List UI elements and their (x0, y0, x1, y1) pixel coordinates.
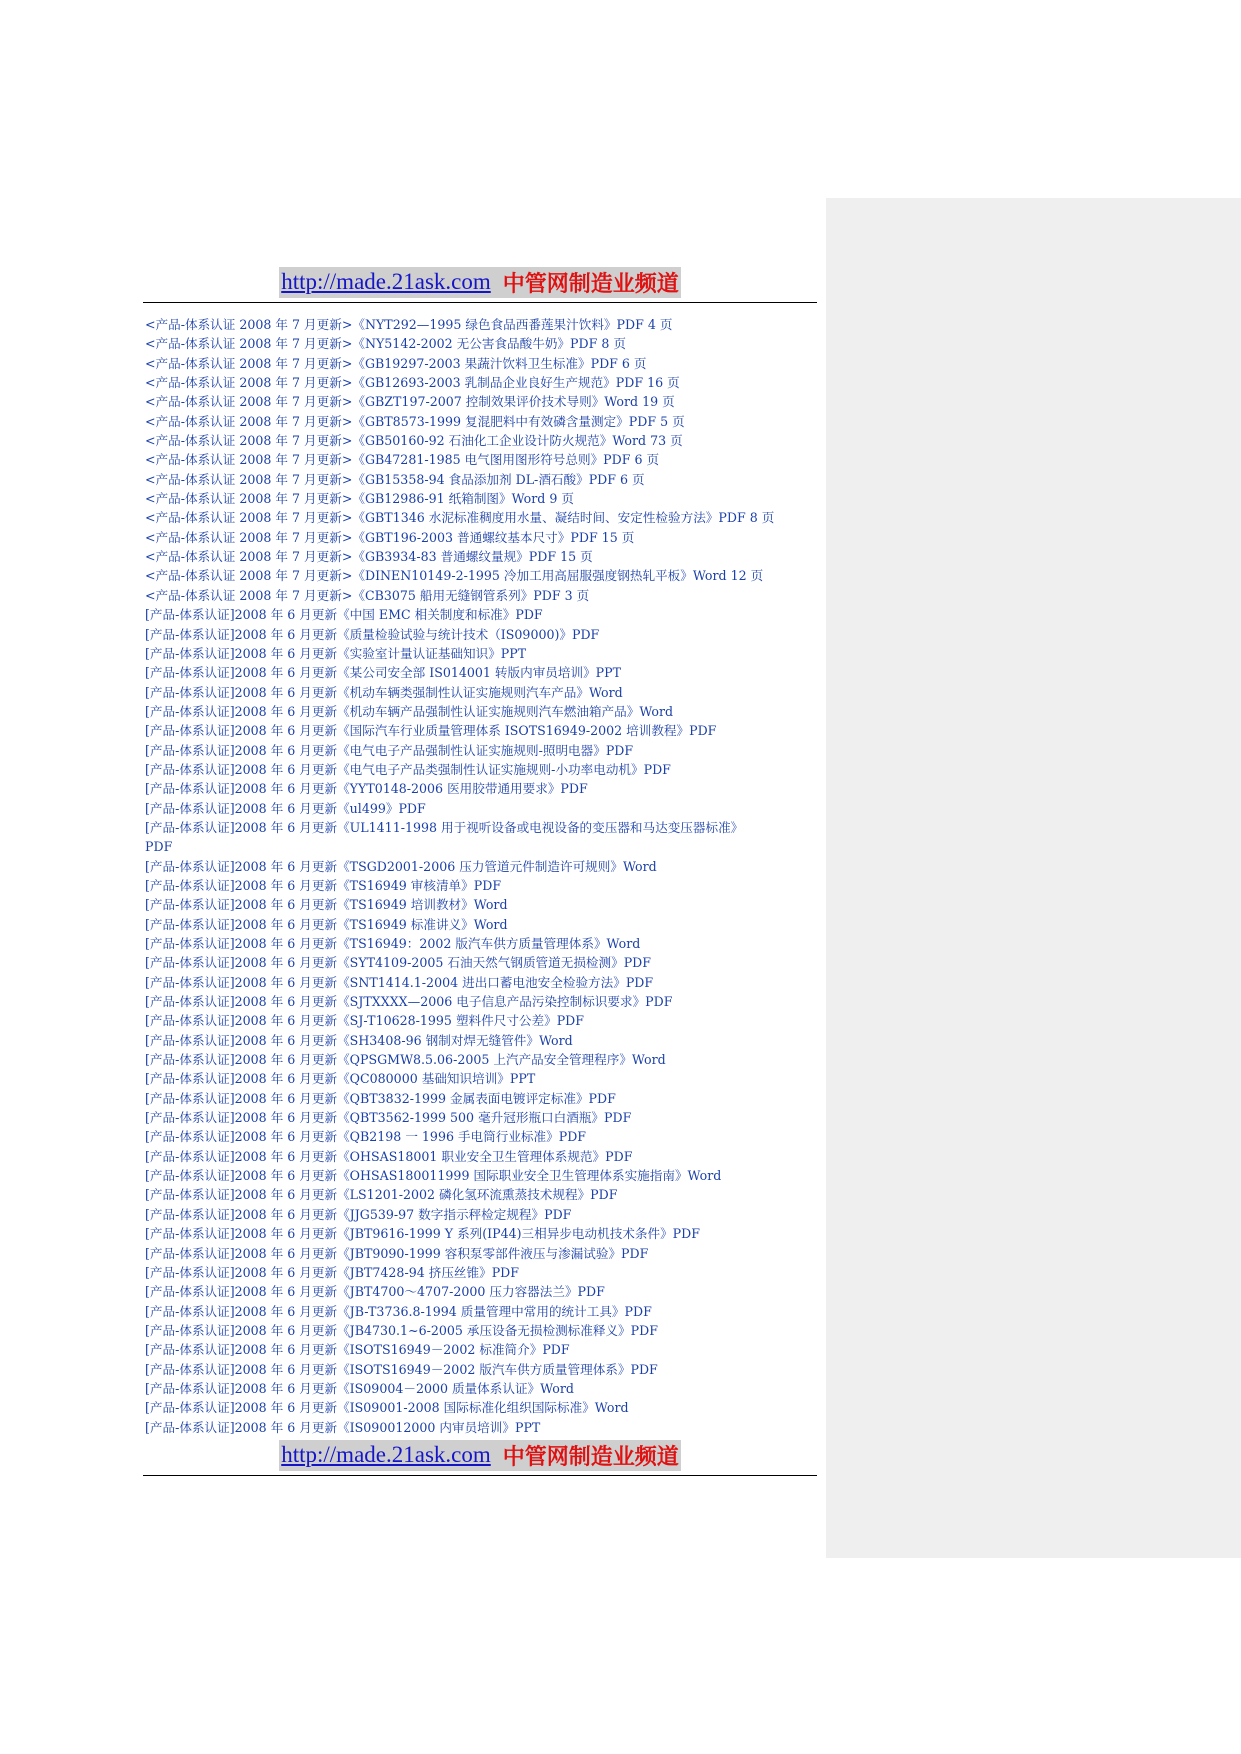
list-item: [产品-体系认证]2008 年 6 月更新《国际汽车行业质量管理体系 ISOTS16949-2002 培训教程》PDF (145, 723, 717, 739)
list-item: [产品-体系认证]2008 年 6 月更新《中国 EMC 相关制度和标准》PDF (145, 607, 543, 623)
comment-margin-pane (826, 198, 1241, 1558)
list-item: [产品-体系认证]2008 年 6 月更新《LS1201-2002 磷化氢环流熏蒸技术规程》PDF (145, 1187, 618, 1203)
list-item: <产品-体系认证 2008 年 7 月更新>《GB12986-91 纸箱制图》Word 9 页 (145, 491, 574, 507)
header-banner (143, 264, 817, 303)
list-item: [产品-体系认证]2008 年 6 月更新《JB4730.1~6-2005 承压设备无损检测标准释义》PDF (145, 1322, 658, 1338)
footer-banner-link[interactable]: http://made.21ask.com (281, 1442, 491, 1467)
list-item: [产品-体系认证]2008 年 6 月更新《QBT3832-1999 金属表面电镀评定标准》PDF (145, 1090, 616, 1106)
list-item: [产品-体系认证]2008 年 6 月更新《电气电子产品类强制性认证实施规则-小功率电动机》PDF (145, 761, 671, 777)
list-item: <产品-体系认证 2008 年 7 月更新>《GB19297-2003 果蔬汁饮料卫生标准》PDF 6 页 (145, 355, 647, 371)
list-item: <产品-体系认证 2008 年 7 月更新>《GBZT197-2007 控制效果评价技术导则》Word 19 页 (145, 394, 675, 410)
list-item: [产品-体系认证]2008 年 6 月更新《SH3408-96 钢制对焊无缝管件》Word (145, 1032, 573, 1048)
banner-title: 中管网制造业频道 (502, 271, 679, 297)
list-item: [产品-体系认证]2008 年 6 月更新《JBT9090-1999 容积泵零部件液压与渗漏试验》PDF (145, 1245, 649, 1261)
list-item: <产品-体系认证 2008 年 7 月更新>《GBT1346 水泥标准稠度用水量、凝结时间、安定性检验方法》PDF 8 页 (145, 510, 775, 526)
list-item: [产品-体系认证]2008 年 6 月更新《SYT4109-2005 石油天然气钢质管道无损检测》PDF (145, 955, 652, 971)
list-item: [产品-体系认证]2008 年 6 月更新《ISOTS16949－2002 标准简介》PDF (145, 1342, 570, 1358)
list-item: <产品-体系认证 2008 年 7 月更新>《NYT292—1995 绿色食品西番莲果汁饮料》PDF 4 页 (145, 317, 673, 332)
list-item: [产品-体系认证]2008 年 6 月更新《QPSGMW8.5.06-2005 上汽产品安全管理程序》Word (145, 1052, 666, 1068)
list-item: [产品-体系认证]2008 年 6 月更新《实验室计量认证基础知识》PPT (145, 645, 527, 661)
list-item: <产品-体系认证 2008 年 7 月更新>《CB3075 船用无缝钢管系列》PDF 3 页 (145, 587, 590, 603)
list-item: [产品-体系认证]2008 年 6 月更新《质量检验试验与统计技术（IS09000)》PDF (145, 626, 600, 642)
list-item: [产品-体系认证]2008 年 6 月更新《SJ-T10628-1995 塑料件尺寸公差》PDF (145, 1013, 584, 1029)
list-item: <产品-体系认证 2008 年 7 月更新>《GB15358-94 食品添加剂 DL-酒石酸》PDF 6 页 (145, 471, 645, 487)
list-item: [产品-体系认证]2008 年 6 月更新《TS16949 培训教材》Word (145, 897, 508, 913)
list-item: [产品-体系认证]2008 年 6 月更新《机动车辆产品强制性认证实施规则汽车燃油箱产品》Word (145, 703, 674, 719)
footer-banner-row (143, 1437, 817, 1473)
list-item: [产品-体系认证]2008 年 6 月更新《某公司安全部 IS014001 转版内审员培训》PPT (145, 665, 622, 681)
list-item: [产品-体系认证]2008 年 6 月更新《TS16949 审核清单》PDF (145, 877, 502, 893)
list-item: [产品-体系认证]2008 年 6 月更新《QC080000 基础知识培训》PPT (145, 1071, 536, 1087)
list-item: [产品-体系认证]2008 年 6 月更新《JBT7428-94 挤压丝锥》PDF (145, 1264, 519, 1280)
list-item: [产品-体系认证]2008 年 6 月更新《TSGD2001-2006 压力管道元件制造许可规则》Word (145, 858, 657, 874)
list-item: [产品-体系认证]2008 年 6 月更新《ISOTS16949－2002 版汽车供方质量管理体系》PDF (145, 1361, 658, 1377)
list-item: <产品-体系认证 2008 年 7 月更新>《GBT8573-1999 复混肥料中有效磷含量测定》PDF 5 页 (145, 413, 685, 429)
list-item: [产品-体系认证]2008 年 6 月更新《机动车辆类强制性认证实施规则汽车产品》Word (145, 684, 623, 700)
list-item: [产品-体系认证]2008 年 6 月更新《IS09001-2008 国际标准化组织国际标准》Word (145, 1400, 629, 1416)
list-item: [产品-体系认证]2008 年 6 月更新《IS090012000 内审员培训》PPT (145, 1419, 541, 1435)
footer-banner-title: 中管网制造业频道 (502, 1444, 679, 1470)
list-item: [产品-体系认证]2008 年 6 月更新《SNT1414.1-2004 进出口蓄电池安全检验方法》PDF (145, 974, 654, 990)
list-item: <产品-体系认证 2008 年 7 月更新>《GB47281-1985 电气图用图形符号总则》PDF 6 页 (145, 452, 660, 468)
list-item: [产品-体系认证]2008 年 6 月更新《JBT4700～4707-2000 压力容器法兰》PDF (145, 1284, 605, 1300)
list-item: [产品-体系认证]2008 年 6 月更新《IS09004－2000 质量体系认证》Word (145, 1380, 574, 1396)
list-item: PDF (145, 839, 173, 855)
list-item: <产品-体系认证 2008 年 7 月更新>《DINEN10149-2-1995 冷加工用高屈服强度钢热轧平板》Word 12 页 (145, 568, 764, 584)
list-item: [产品-体系认证]2008 年 6 月更新《JBT9616-1999 Y 系列(IP44)三相异步电动机技术条件》PDF (145, 1226, 700, 1242)
list-item: <产品-体系认证 2008 年 7 月更新>《NY5142-2002 无公害食品酸牛奶》PDF 8 页 (145, 336, 626, 352)
list-item: <产品-体系认证 2008 年 7 月更新>《GB50160-92 石油化工企业设计防火规范》Word 73 页 (145, 433, 683, 449)
list-item: [产品-体系认证]2008 年 6 月更新《ul499》PDF (145, 800, 426, 816)
list-item: [产品-体系认证]2008 年 6 月更新《JJG539-97 数字指示秤检定规程》PDF (145, 1206, 572, 1222)
footer-banner (143, 1437, 817, 1476)
footer-banner-highlight (279, 1440, 681, 1471)
list-item: [产品-体系认证]2008 年 6 月更新《SJTXXXX—2006 电子信息产品污染控制标识要求》PDF (145, 994, 673, 1010)
list-item: [产品-体系认证]2008 年 6 月更新《QBT3562-1999 500 毫升冠形瓶口白酒瓶》PDF (145, 1110, 632, 1126)
header-rule (143, 302, 817, 303)
list-item: [产品-体系认证]2008 年 6 月更新《UL1411-1998 用于视听设备或电视设备的变压器和马达变压器标准》 (145, 819, 744, 835)
list-item: <产品-体系认证 2008 年 7 月更新>《GBT196-2003 普通螺纹基本尺寸》PDF 15 页 (145, 529, 635, 545)
list-item: [产品-体系认证]2008 年 6 月更新《QB2198 一 1996 手电筒行业标准》PDF (145, 1129, 587, 1145)
document-item-list (145, 315, 825, 1437)
footer-rule (143, 1475, 817, 1476)
list-item: [产品-体系认证]2008 年 6 月更新《OHSAS18001 职业安全卫生管理体系规范》PDF (145, 1148, 633, 1164)
banner-link[interactable]: http://made.21ask.com (281, 269, 491, 294)
list-item: [产品-体系认证]2008 年 6 月更新《电气电子产品强制性认证实施规则-照明电器》PDF (145, 742, 634, 758)
list-item: [产品-体系认证]2008 年 6 月更新《JB-T3736.8-1994 质量管理中常用的统计工具》PDF (145, 1303, 652, 1319)
banner-row (143, 264, 817, 300)
list-item: [产品-体系认证]2008 年 6 月更新《TS16949：2002 版汽车供方质量管理体系》Word (145, 936, 641, 951)
list-item: [产品-体系认证]2008 年 6 月更新《YYT0148-2006 医用胶带通用要求》PDF (145, 781, 588, 797)
list-item: [产品-体系认证]2008 年 6 月更新《TS16949 标准讲义》Word (145, 916, 508, 932)
list-item: <产品-体系认证 2008 年 7 月更新>《GB12693-2003 乳制品企业良好生产规范》PDF 16 页 (145, 375, 680, 391)
banner-highlight (279, 267, 681, 298)
list-item: <产品-体系认证 2008 年 7 月更新>《GB3934-83 普通螺纹量规》PDF 15 页 (145, 549, 593, 565)
list-item: [产品-体系认证]2008 年 6 月更新《OHSAS180011999 国际职业安全卫生管理体系实施指南》Word (145, 1168, 722, 1184)
